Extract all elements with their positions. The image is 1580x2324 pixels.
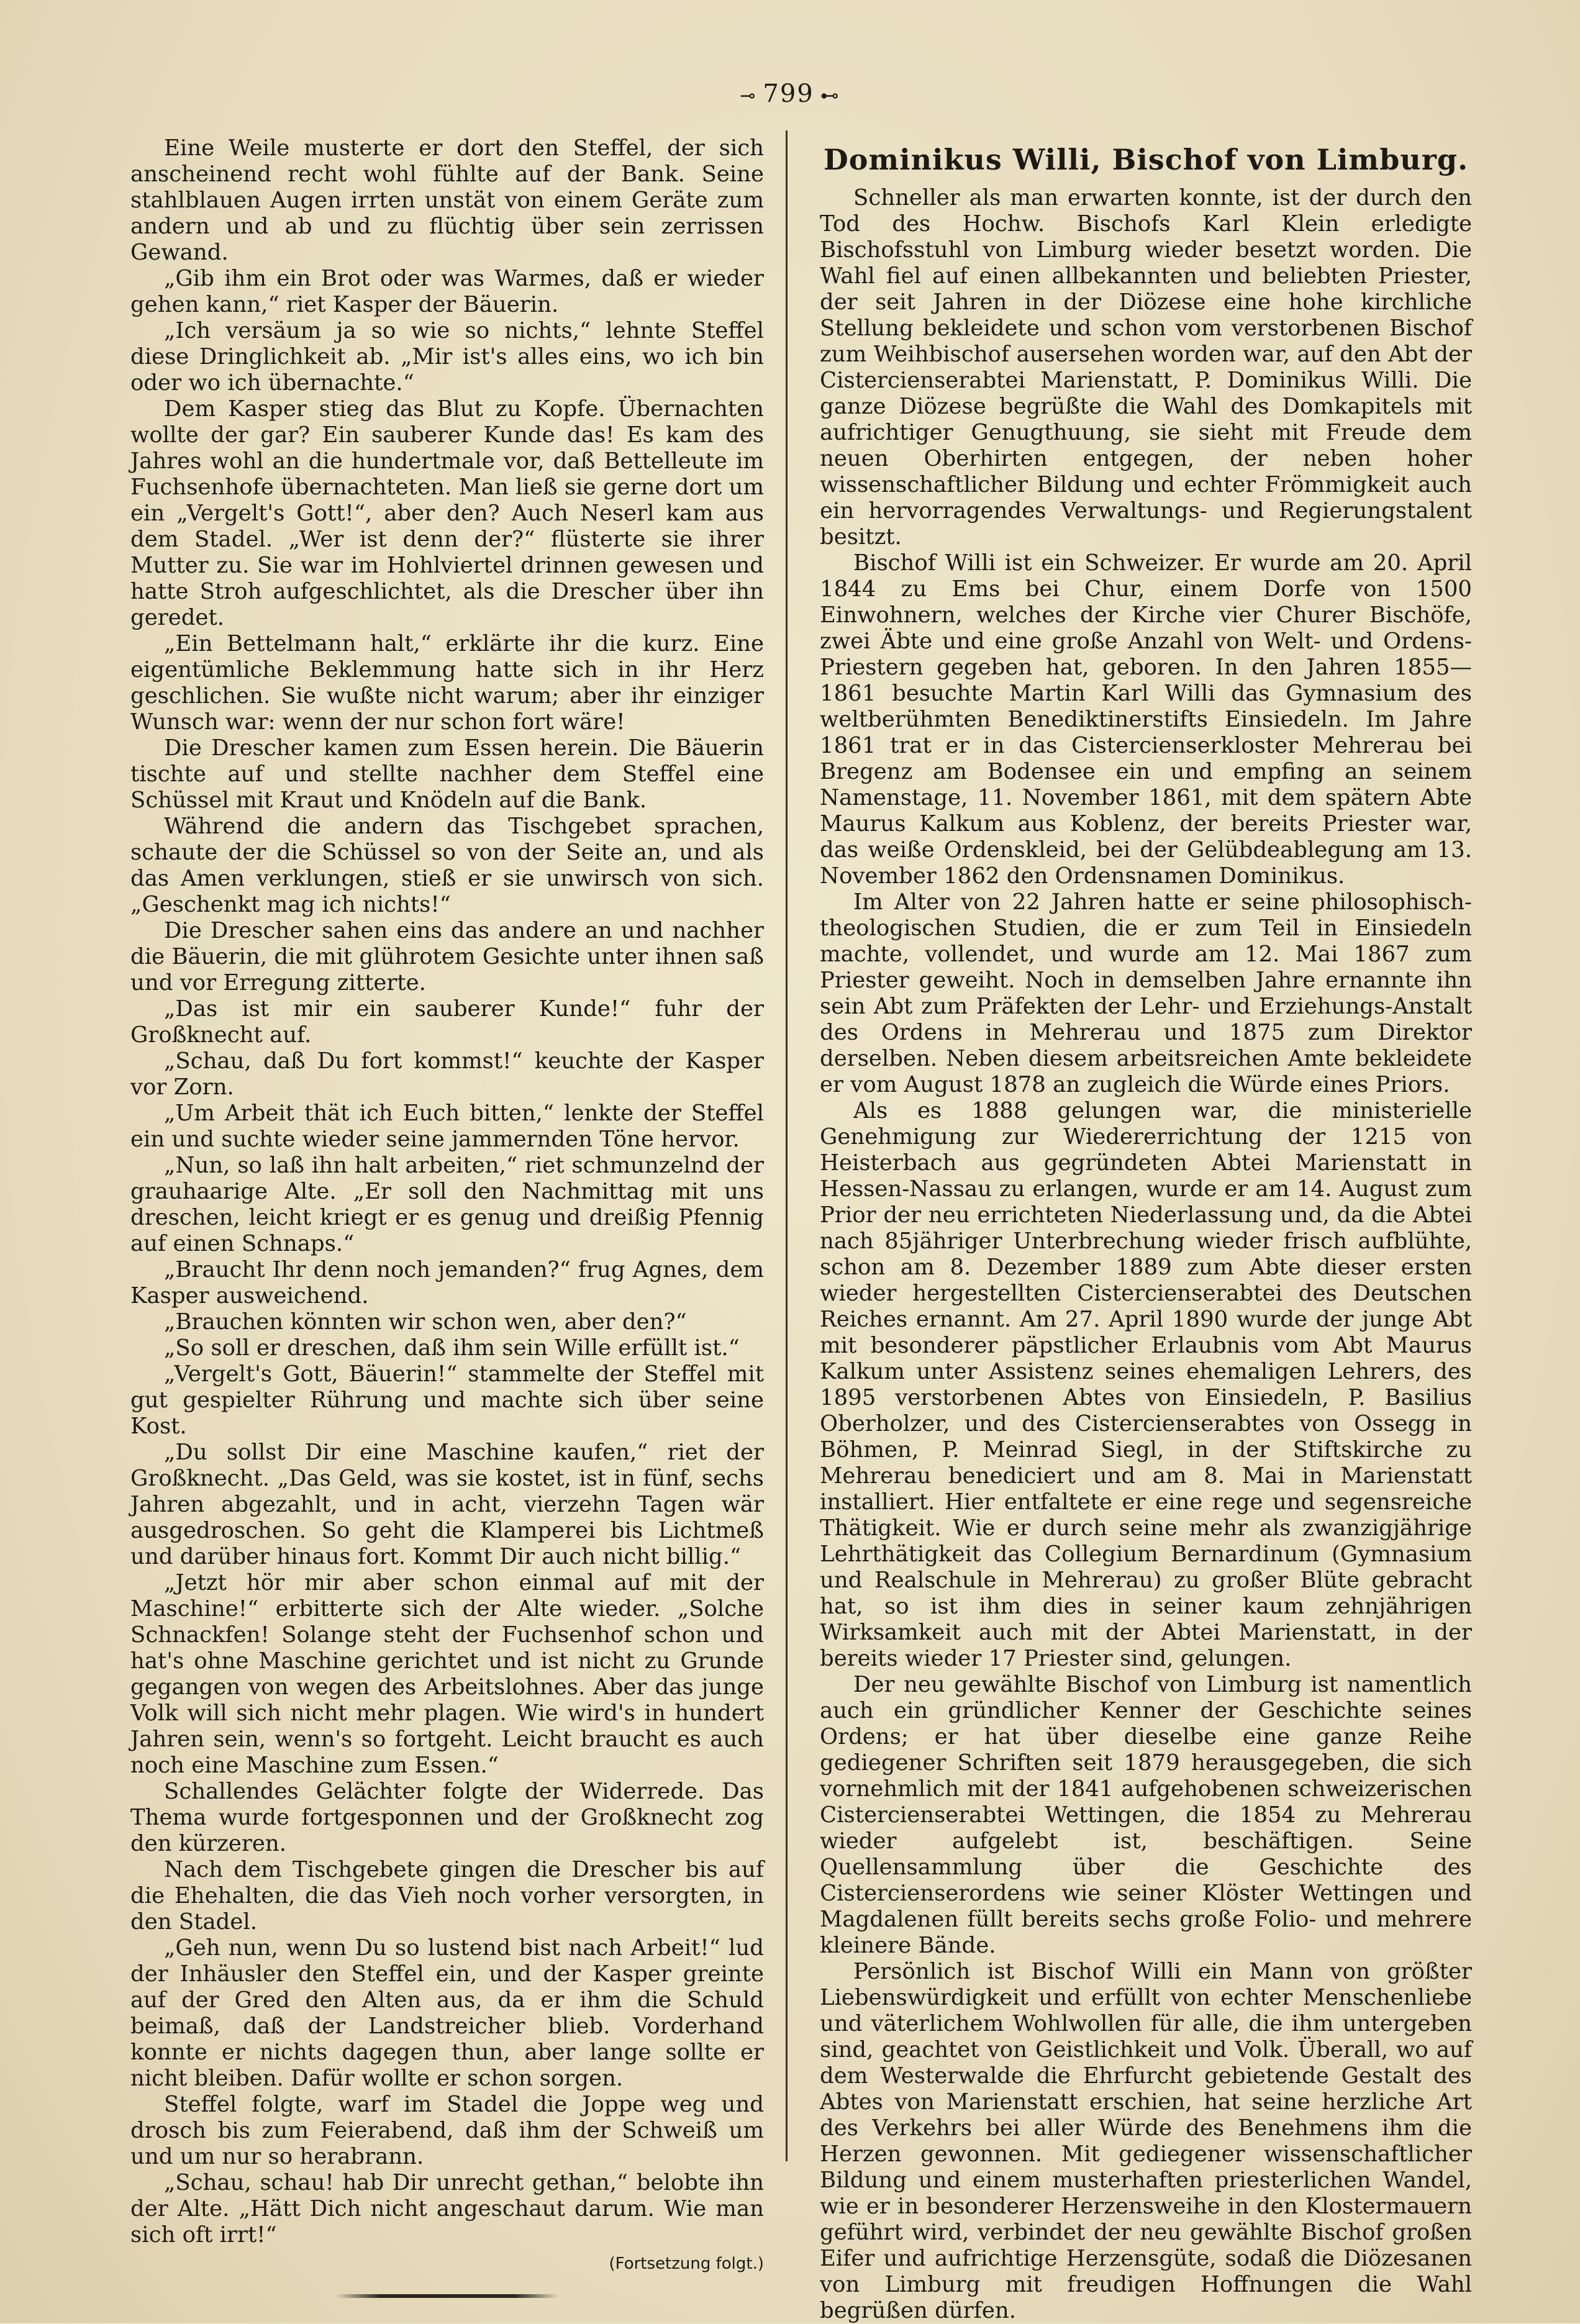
right-ornament: ⊷ (820, 84, 840, 107)
paragraph: Nach dem Tischgebete gingen die Drescher bis auf die Ehehalten, die das Vieh noch vorher versorgten, in den Stadel. (130, 1857, 764, 1935)
paragraph: Die Drescher kamen zum Essen herein. Die Bäuerin tischte auf und stellte nachher dem Steffel eine Schüssel mit Kraut und Knödeln auf die Bank. (130, 735, 764, 813)
paragraph: „Um Arbeit thät ich Euch bitten,“ lenkte der Steffel ein und suchte wieder seine jammernden Töne hervor. (130, 1101, 764, 1152)
paragraph: „Ich versäum ja so wie so nichts,“ lehnte Steffel diese Dringlichkeit ab. „Mir ist's alles eins, wo ich bin oder wo ich übernachte.“ (130, 318, 764, 396)
paragraph: „Ein Bettelmann halt,“ erklärte ihr die kurz. Eine eigentümliche Beklemmung hatte sich in ihr Herz geschlichen. Sie wußte nicht warum; aber ihr einziger Wunsch war: wenn der nur schon fort wäre! (130, 631, 764, 735)
right-column-article (820, 135, 1472, 2324)
paragraph: „Jetzt hör mir aber schon einmal auf mit der Maschine!“ erbitterte sich der Alte wieder. „Solche Schnackfen! Solange steht der Fuchsenhof schon und hat's ohne Maschine gerichtet und ist nicht zu Grunde gegangen von wegen des Arbeitslohnes. Aber das junge Volk will sich nicht mehr plagen. Wie wird's in hundert Jahren sein, wenn's so fortgeht. Leicht braucht es auch noch eine Maschine zum Essen.“ (130, 1570, 764, 1778)
paragraph: Die Drescher sahen eins das andere an und nachher die Bäuerin, die mit glührotem Gesichte unter ihnen saß und vor Erregung zitterte. (130, 918, 764, 996)
paragraph: Steffel folgte, warf im Stadel die Joppe weg und drosch bis zum Feierabend, daß ihm der Schweiß um und um nur so herabrann. (130, 2092, 764, 2169)
paragraph: „Das ist mir ein sauberer Kunde!“ fuhr der Großknecht auf. (130, 996, 764, 1048)
paragraph: „So soll er dreschen, daß ihm sein Wille erfüllt ist.“ (164, 1335, 740, 1361)
paragraph: „Gib ihm ein Brot oder was Warmes, daß er wieder gehen kann,“ riet Kasper der Bäuerin. (130, 266, 764, 317)
left-ornament: ⊸ (740, 84, 757, 107)
paragraph: „Geh nun, wenn Du so lustend bist nach Arbeit!“ lud der Inhäusler den Steffel ein, und der Kasper greinte auf der Gred den Alten aus, da er ihm die Schuld beimaß, daß der Landstreicher blieb. Vorderhand konnte er nichts dagegen thun, aber lange sollte er nicht bleiben. Dafür wollte er schon sorgen. (130, 1935, 764, 2091)
column-divider (786, 130, 788, 2161)
paragraph: Bischof Willi ist ein Schweizer. Er wurde am 20. April 1844 zu Ems bei Chur, einem Dorfe von 1500 Einwohnern, welches der Kirche vier Churer Bischöfe, zwei Äbte und eine große Anzahl von Welt- und Ordens-Priestern gegeben hat, geboren. In den Jahren 1855—1861 besuchte Martin Karl Willi das Gymnasium des weltberühmten Benediktinerstifts Einsiedeln. Im Jahre 1861 trat er in das Cistercienserkloster Mehrerau bei Bregenz am Bodensee ein und empfing an seinem Namenstage, 11. November 1861, mit dem spätern Abte Maurus Kalkum aus Koblenz, der bereits Priester war, das weiße Ordenskleid, bei der Gelübdeablegung am 13. November 1862 den Ordensnamen Dominikus. (820, 550, 1472, 889)
paragraph: Im Alter von 22 Jahren hatte er seine philosophisch-theologischen Studien, die er zum Teil in Einsiedeln machte, vollendet, und wurde am 12. Mai 1867 zum Priester geweiht. Noch in demselben Jahre ernannte ihn sein Abt zum Präfekten der Lehr- und Erziehungs-Anstalt des Ordens in Mehrerau und 1875 zum Direktor derselben. Neben diesem arbeitsreichen Amte bekleidete er vom August 1878 an zugleich die Würde eines Priors. (820, 889, 1472, 1097)
paragraph: „Vergelt's Gott, Bäuerin!“ stammelte der Steffel mit gut gespielter Rührung und machte sich über seine Kost. (130, 1361, 764, 1439)
paragraph: Als es 1888 gelungen war, die ministerielle Genehmigung zur Wiedererrichtung der 1215 von Heisterbach aus gegründeten Abtei Marienstatt in Hessen-Nassau zu erlangen, wurde er am 14. August zum Prior der neu errichteten Niederlassung und, da die Abtei nach 85jähriger Unterbrechung wieder frisch aufblühte, schon am 8. Dezember 1889 zum Abte dieser ersten wieder hergestellten Cistercienserabtei des Deutschen Reiches ernannt. Am 27. April 1890 wurde der junge Abt mit besonderer päpstlicher Erlaubnis vom Abt Maurus Kalkum unter Assistenz seines ehemaligen Lehrers, des 1895 verstorbenen Abtes von Einsiedeln, P. Basilius Oberholzer, und des Cistercienserabtes von Ossegg in Böhmen, P. Meinrad Siegl, in der Stiftskirche zu Mehrerau benediciert und am 8. Mai in Marienstatt installiert. Hier entfaltete er eine rege und segensreiche Thätigkeit. Wie er durch seine mehr als zwanzigjährige Lehrthätigkeit das Collegium Bernardinum (Gymnasium und Realschule in Mehrerau) zu großer Blüte gebracht hat, so ist ihm dies in seiner kaum zehnjährigen Wirksamkeit auch mit der Abtei Marienstatt, in der bereits wieder 17 Priester sind, gelungen. (820, 1098, 1472, 1671)
page-number (0, 79, 1580, 108)
continuation-note: (Fortsetzung folgt.) (609, 2254, 764, 2273)
paragraph: „Du sollst Dir eine Maschine kaufen,“ riet der Großknecht. „Das Geld, was sie kostet, ist in fünf, sechs Jahren abgezahlt, und in acht, vierzehn Tagen wär ausgedroschen. So geht die Klamperei bis Lichtmeß und darüber hinaus fort. Kommt Dir auch nicht billig.“ (130, 1440, 764, 1569)
paragraph: Schallendes Gelächter folgte der Widerrede. Das Thema wurde fortgesponnen und der Großknecht zog den kürzeren. (130, 1779, 764, 1856)
end-rule-ornament (335, 2294, 559, 2298)
paragraph: Der neu gewählte Bischof von Limburg ist namentlich auch ein gründlicher Kenner der Geschichte seines Ordens; er hat über dieselbe eine ganze Reihe gediegener Schriften seit 1879 herausgegeben, die sich vornehmlich mit der 1841 aufgehobenen schweizerischen Cistercienserabtei Wettingen, die 1854 zu Mehrerau wieder aufgelebt ist, beschäftigen. Seine Quellensammlung über die Geschichte des Cistercienserordens wie seiner Klöster Wettingen und Magdalenen füllt bereits sechs große Folio- und mehrere kleinere Bände. (820, 1672, 1472, 1958)
paragraph: „Schau, schau! hab Dir unrecht gethan,“ belobte ihn der Alte. „Hätt Dich nicht angeschaut darum. Wie man sich oft irrt!“ (130, 2170, 764, 2248)
paragraph: „Braucht Ihr denn noch jemanden?“ frug Agnes, dem Kasper ausweichend. (130, 1257, 764, 1309)
paragraph: Persönlich ist Bischof Willi ein Mann von größter Liebenswürdigkeit und erfüllt von echter Menschenliebe und väterlichem Wohlwollen für alle, die ihm untergeben sind, geachtet von Geistlichkeit und Volk. Überall, wo auf dem Westerwalde die Ehrfurcht gebietende Gestalt des Abtes von Marienstatt erschien, hat seine herzliche Art des Verkehrs bei aller Würde des Benehmens ihm die Herzen gewonnen. Mit gediegener wissenschaftlicher Bildung und einem musterhaften priesterlichen Wandel, wie er in besonderer Herzensweihe in den Klostermauern geführt wird, verbindet der neu gewählte Bischof großen Eifer und aufrichtige Herzensgüte, sodaß die Diözesanen von Limburg mit freudigen Hoffnungen die Wahl begrüßen dürfen. (820, 1959, 1472, 2323)
paragraph: Dem Kasper stieg das Blut zu Kopfe. Übernachten wollte der gar? Ein sauberer Kunde das! Es kam des Jahres wohl an die hundertmale vor, daß Bettelleute im Fuchsenhofe übernachteten. Man ließ sie gerne dort um ein „Vergelt's Gott!“, aber den? Auch Neserl kam aus dem Stadel. „Wer ist denn der?“ flüsterte sie ihrer Mutter zu. Sie war im Hohlviertel drinnen gewesen und hatte Stroh aufgeschlichtet, als die Drescher über ihn geredet. (130, 396, 764, 630)
paragraph: „Nun, so laß ihn halt arbeiten,“ riet schmunzelnd der grauhaarige Alte. „Er soll den Nachmittag mit uns dreschen, leicht kriegt er es genug und dreißig Pfennig auf einen Schnaps.“ (130, 1153, 764, 1256)
left-column-story (130, 135, 764, 2298)
paragraph: „Schau, daß Du fort kommst!“ keuchte der Kasper vor Zorn. (130, 1048, 764, 1100)
paragraph: Eine Weile musterte er dort den Steffel, der sich anscheinend recht wohl fühlte auf der Bank. Seine stahlblauen Augen irrten unstät von einem Geräte zum andern und ab und zu flüchtig über sein zerrissen Gewand. (130, 135, 764, 265)
paragraph: Während die andern das Tischgebet sprachen, schaute der die Schüssel so von der Seite an, und als das Amen verklungen, stieß er sie unwirsch von sich. „Geschenkt mag ich nichts!“ (130, 814, 764, 917)
article-heading: Dominikus Willi, Bischof von Limburg. (823, 143, 1469, 176)
page-number-text: 799 (763, 79, 814, 108)
paragraph: Schneller als man erwarten konnte, ist der durch den Tod des Hochw. Bischofs Karl Klein erledigte Bischofsstuhl von Limburg wieder besetzt worden. Die Wahl fiel auf einen allbekannten und beliebten Priester, der seit Jahren in der Diözese eine hohe kirchliche Stellung bekleidete und schon vom verstorbenen Bischof zum Weihbischof ausersehen worden war, auf den Abt der Cistercienserabtei Marienstatt, P. Dominikus Willi. Die ganze Diözese begrüßte die Wahl des Domkapitels mit aufrichtiger Genugthuung, sie sieht mit Freude dem neuen Oberhirten entgegen, der neben hoher wissenschaftlicher Bildung und echter Frömmigkeit auch ein hervorragendes Verwaltungs- und Regierungstalent besitzt. (820, 185, 1472, 550)
paragraph: „Brauchen könnten wir schon wen, aber den?“ (164, 1309, 687, 1335)
